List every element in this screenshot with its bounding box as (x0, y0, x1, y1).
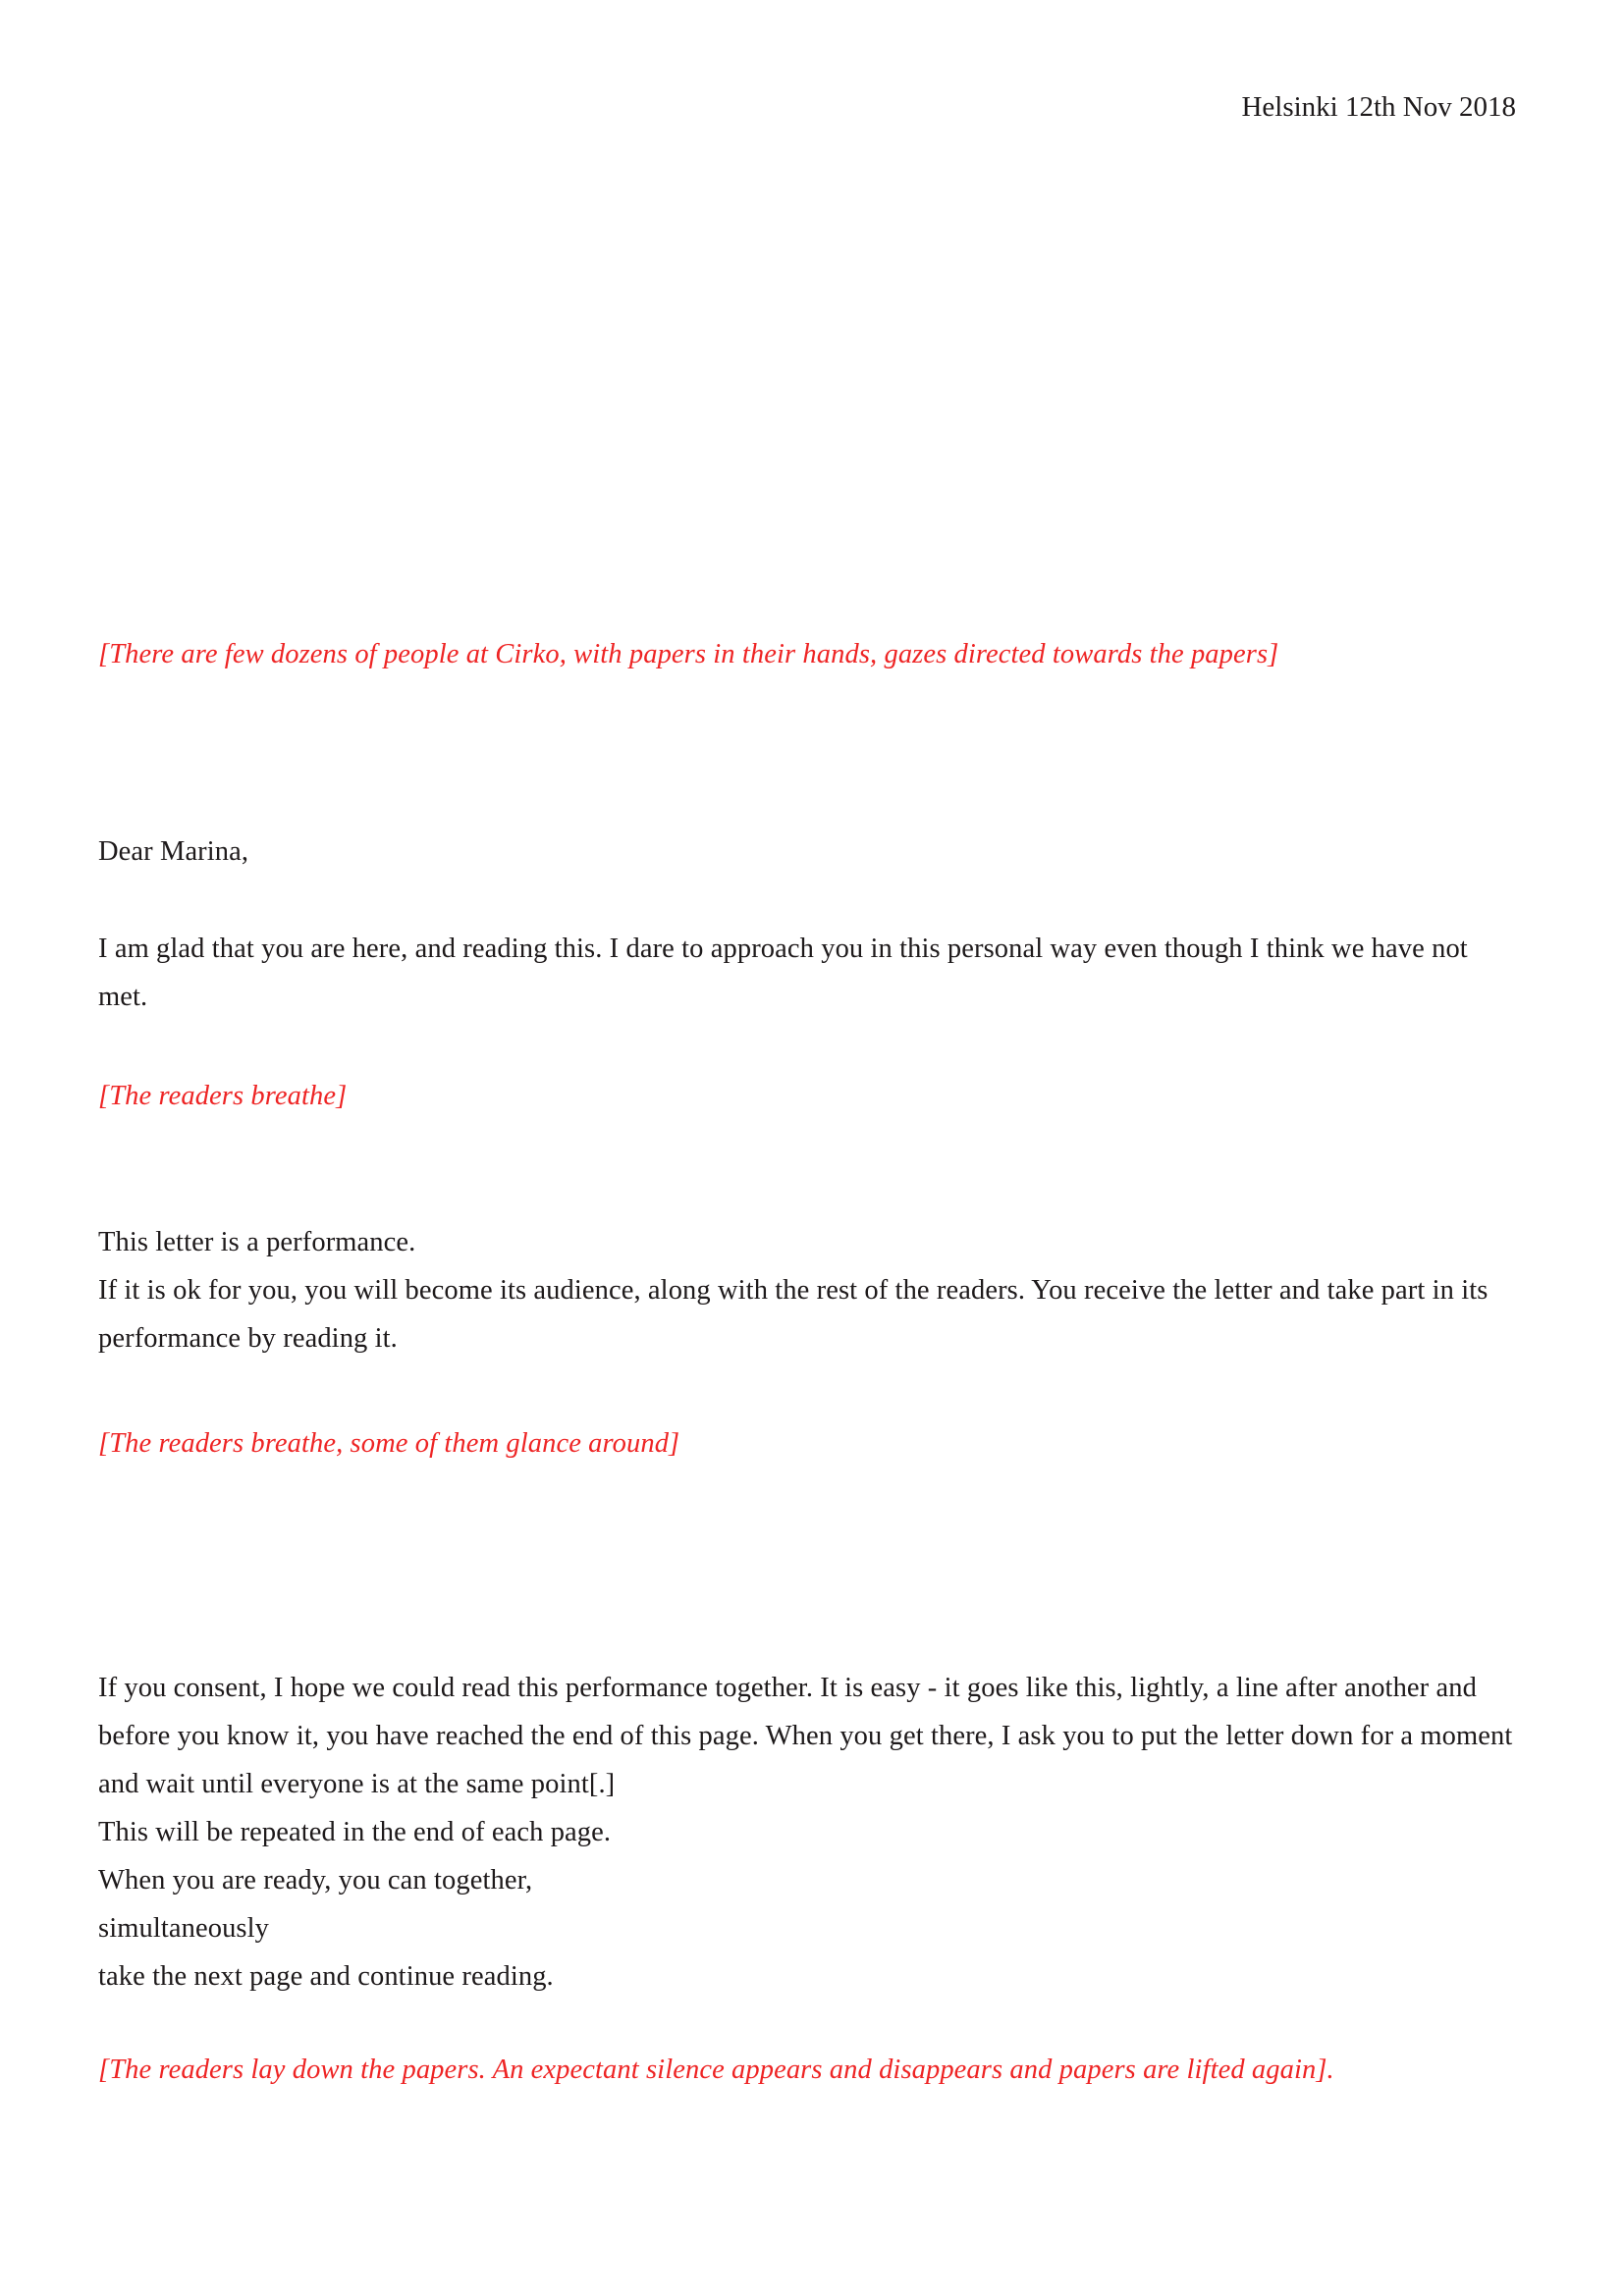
paragraph-instructions (98, 1664, 1516, 2001)
paragraph-instructions-line-4: simultaneously (98, 1913, 269, 1944)
paragraph-performance (98, 1218, 1516, 1362)
paragraph-instructions-line-3: When you are ready, you can together, (98, 1865, 533, 1896)
paragraph-performance-rest: If it is ok for you, you will become its audience, along with the rest of the readers. You receive the letter and take part in its performance by reading it. (98, 1275, 1489, 1354)
stage-direction-closing: [The readers lay down the papers. An expectant silence appears and disappears and papers are lifted again]. (98, 2055, 1334, 2085)
paragraph-introduction-text: I am glad that you are here, and reading this. I dare to approach you in this personal way even though I think we have not met. (98, 934, 1468, 1012)
paragraph-performance-line-1: This letter is a performance. (98, 1227, 416, 1257)
salutation: Dear Marina, (98, 836, 249, 867)
stage-direction-opening: [There are few dozens of people at Cirko, with papers in their hands, gazes directed towards the papers] (98, 639, 1279, 669)
stage-direction-glance-around: [The readers breathe, some of them glance around] (98, 1428, 680, 1459)
paragraph-instructions-line-2: This will be repeated in the end of each page. (98, 1817, 612, 1847)
paragraph-instructions-line-5: take the next page and continue reading. (98, 1961, 554, 1992)
paragraph-introduction (98, 925, 1516, 1021)
dateline: Helsinki 12th Nov 2018 (1241, 91, 1516, 123)
stage-direction-readers-breathe: [The readers breathe] (98, 1081, 348, 1111)
paragraph-instructions-wrapped: If you consent, I hope we could read this performance together. It is easy - it goes like this, lightly, a line after another and before you know it, you have reached the end of this page. When you get there, I ask you to put the letter down for a moment and wait until everyone is at the same point[.] (98, 1673, 1513, 1799)
